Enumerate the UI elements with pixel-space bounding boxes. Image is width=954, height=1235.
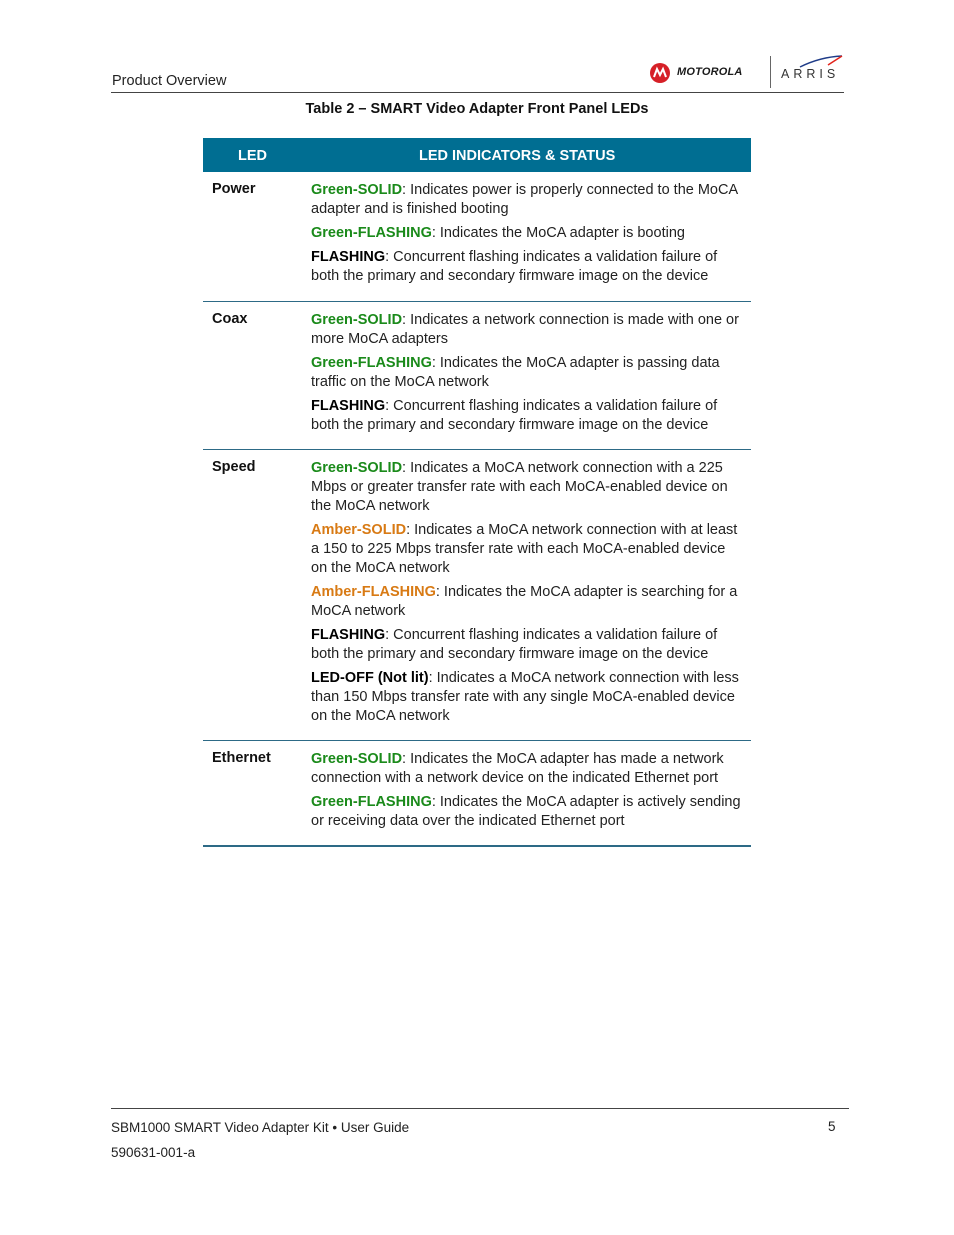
status-text: : Indicates the MoCA adapter is passing data traffic on the MoCA network bbox=[311, 355, 720, 390]
status-text: : Indicates a MoCA network connection with a 225 Mbps or greater transfer rate with each MoCA-enabled device on the MoCA network bbox=[311, 460, 728, 514]
status-label: Green-SOLID bbox=[311, 312, 403, 328]
status-entry bbox=[311, 583, 741, 621]
status-label: FLASHING bbox=[311, 627, 386, 643]
table-row bbox=[203, 741, 751, 847]
status-entry bbox=[311, 793, 741, 831]
led-description bbox=[311, 172, 741, 286]
table-row bbox=[203, 172, 751, 302]
table-header bbox=[203, 138, 751, 172]
arris-swoosh-icon bbox=[798, 55, 844, 69]
status-entry bbox=[311, 248, 741, 286]
status-text: : Indicates a MoCA network connection with at least a 150 to 225 Mbps transfer rate with each MoCA-enabled device on the MoCA network bbox=[311, 522, 738, 576]
status-entry bbox=[311, 354, 741, 392]
status-label: Green-FLASHING bbox=[311, 355, 432, 371]
status-label: Green-FLASHING bbox=[311, 225, 432, 241]
status-entry bbox=[311, 181, 741, 219]
status-label: LED-OFF (Not lit) bbox=[311, 670, 429, 686]
status-label: Green-SOLID bbox=[311, 460, 403, 476]
led-name: Power bbox=[212, 181, 256, 197]
header-divider bbox=[111, 92, 844, 93]
table-row bbox=[203, 450, 751, 741]
section-title: Product Overview bbox=[112, 73, 227, 89]
status-entry bbox=[311, 750, 741, 788]
status-label: FLASHING bbox=[311, 398, 386, 414]
status-text: : Indicates a MoCA network connection with less than 150 Mbps transfer rate with any single MoCA-enabled device on the MoCA network bbox=[311, 670, 739, 724]
led-name: Coax bbox=[212, 311, 248, 327]
status-label: Amber-FLASHING bbox=[311, 584, 436, 600]
page-number: 5 bbox=[828, 1119, 836, 1134]
status-text: : Indicates the MoCA adapter is booting bbox=[431, 225, 685, 241]
status-entry bbox=[311, 311, 741, 349]
status-entry bbox=[311, 224, 741, 243]
status-label: FLASHING bbox=[311, 249, 386, 265]
status-label: Green-SOLID bbox=[311, 751, 403, 767]
logo-divider bbox=[770, 56, 771, 88]
status-entry bbox=[311, 626, 741, 664]
status-text: : Concurrent flashing indicates a validation failure of both the primary and secondary firmware image on the device bbox=[311, 249, 718, 284]
motorola-logo-icon bbox=[650, 63, 670, 83]
brand-logos bbox=[650, 55, 845, 89]
footer-document-title: SBM1000 SMART Video Adapter Kit • User Guide bbox=[111, 1120, 410, 1135]
status-entry bbox=[311, 521, 741, 578]
status-entry bbox=[311, 669, 741, 726]
status-entry bbox=[311, 397, 741, 435]
table-row bbox=[203, 302, 751, 450]
led-status-table bbox=[203, 138, 751, 847]
led-description bbox=[311, 302, 741, 435]
status-text: : Concurrent flashing indicates a validation failure of both the primary and secondary firmware image on the device bbox=[311, 627, 718, 662]
footer-divider bbox=[111, 1108, 849, 1109]
motorola-wordmark: MOTOROLA bbox=[677, 66, 743, 78]
status-text: : Concurrent flashing indicates a validation failure of both the primary and secondary firmware image on the device bbox=[311, 398, 718, 433]
led-name: Ethernet bbox=[212, 750, 271, 766]
status-label: Green-SOLID bbox=[311, 182, 403, 198]
status-text: : Indicates the MoCA adapter is actively sending or receiving data over the indicated Ethernet port bbox=[311, 794, 741, 829]
status-entry bbox=[311, 459, 741, 516]
status-text: : Indicates power is properly connected to the MoCA adapter and is finished booting bbox=[311, 182, 738, 217]
status-text: : Indicates the MoCA adapter is searching for a MoCA network bbox=[311, 584, 738, 619]
status-label: Amber-SOLID bbox=[311, 522, 407, 538]
column-header-status: LED INDICATORS & STATUS bbox=[419, 148, 616, 164]
column-header-led: LED bbox=[238, 148, 267, 164]
status-label: Green-FLASHING bbox=[311, 794, 432, 810]
status-text: : Indicates a network connection is made with one or more MoCA adapters bbox=[311, 312, 739, 347]
led-description bbox=[311, 741, 741, 831]
led-description bbox=[311, 450, 741, 726]
status-text: : Indicates the MoCA adapter has made a network connection with a network device on the indicated Ethernet port bbox=[311, 751, 724, 786]
document-number: 590631-001-a bbox=[111, 1145, 196, 1160]
arris-wordmark: ARRIS bbox=[781, 67, 840, 81]
table-caption: Table 2 – SMART Video Adapter Front Panel LEDs bbox=[305, 101, 649, 117]
led-name: Speed bbox=[212, 459, 256, 475]
